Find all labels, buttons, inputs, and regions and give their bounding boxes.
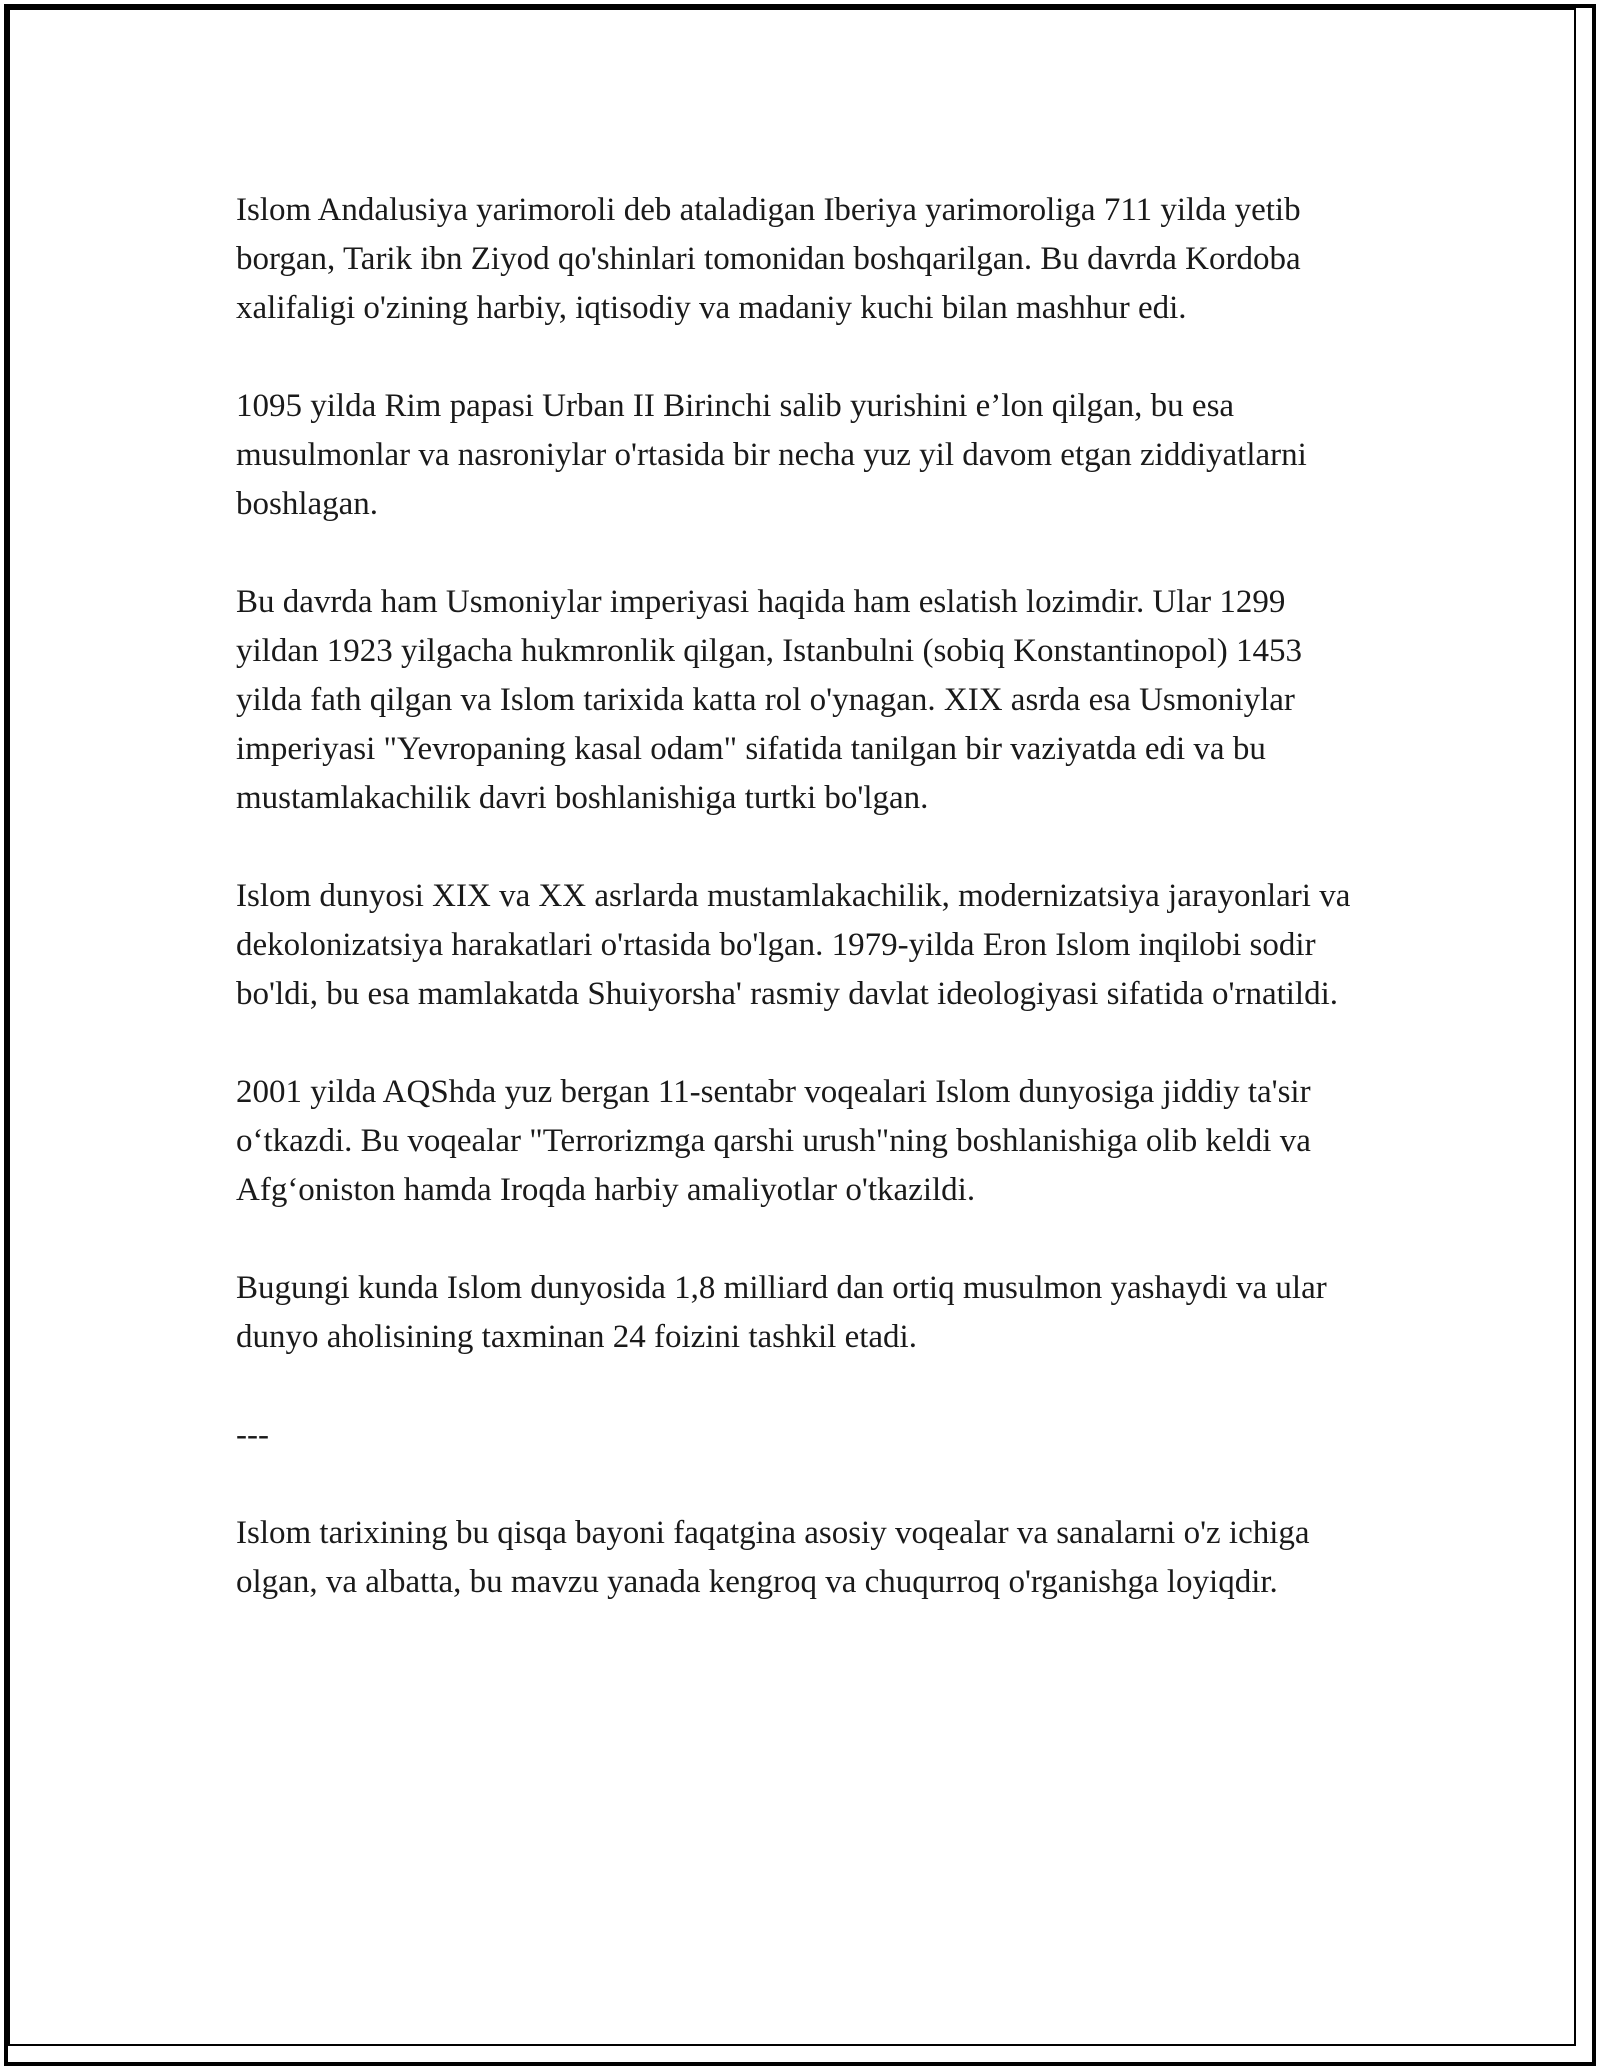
paragraph-conclusion: Islom tarixining bu qisqa bayoni faqatgina asosiy voqealar va sanalarni o'z ichiga olgan, va albatta, bu mavzu yanada kengroq va chuqurroq o'rganishga loyiqdir. xyxy=(236,1515,1310,1600)
paragraph-andalusia: Islom Andalusiya yarimoroli deb ataladigan Iberiya yarimoroliga 711 yilda yetib borgan, Tarik ibn Ziyod qo'shinlari tomonidan boshqarilgan. Bu davrda Kordoba xalifaligi o'zining harbiy, iqtisodiy va madaniy kuchi bilan mashhur edi. xyxy=(236,192,1301,326)
section-separator: --- xyxy=(236,1417,269,1453)
paragraph-crusade: 1095 yilda Rim papasi Urban II Birinchi salib yurishini e’lon qilgan, bu esa musulmonlar va nasroniylar o'rtasida bir necha yuz yil davom etgan ziddiyatlarni boshlagan. xyxy=(236,388,1307,522)
paragraph-ottoman: Bu davrda ham Usmoniylar imperiyasi haqida ham eslatish lozimdir. Ular 1299 yildan 1923 yilgacha hukmronlik qilgan, Istanbulni (sobiq Konstantinopol) 1453 yilda fath qilgan va Islom tarixida katta rol o'ynagan. XIX asrda esa Usmoniylar imperiyasi "Yevropaning kasal odam" sifatida tanilgan bir vaziyatda edi va bu mustamlakachilik davri boshlanishiga turtki bo'lgan. xyxy=(236,584,1302,816)
paragraph-september-11: 2001 yilda AQShda yuz bergan 11-sentabr voqealari Islom dunyosiga jiddiy ta'sir o‘tkazdi. Bu voqealar "Terrorizmga qarshi urush"ning boshlanishiga olib keldi va Afg‘oniston hamda Iroqda harbiy amaliyotlar o'tkazildi. xyxy=(236,1074,1311,1208)
document-body xyxy=(236,186,1376,1607)
paragraph-modern-era: Islom dunyosi XIX va XX asrlarda mustamlakachilik, modernizatsiya jarayonlari va dekolonizatsiya harakatlari o'rtasida bo'lgan. 1979-yilda Eron Islom inqilobi sodir bo'ldi, bu esa mamlakatda Shuiyorsha' rasmiy davlat ideologiyasi sifatida o'rnatildi. xyxy=(236,878,1351,1012)
paragraph-population: Bugungi kunda Islom dunyosida 1,8 milliard dan ortiq musulmon yashaydi va ular dunyo aholisining taxminan 24 foizini tashkil etadi. xyxy=(236,1270,1327,1355)
